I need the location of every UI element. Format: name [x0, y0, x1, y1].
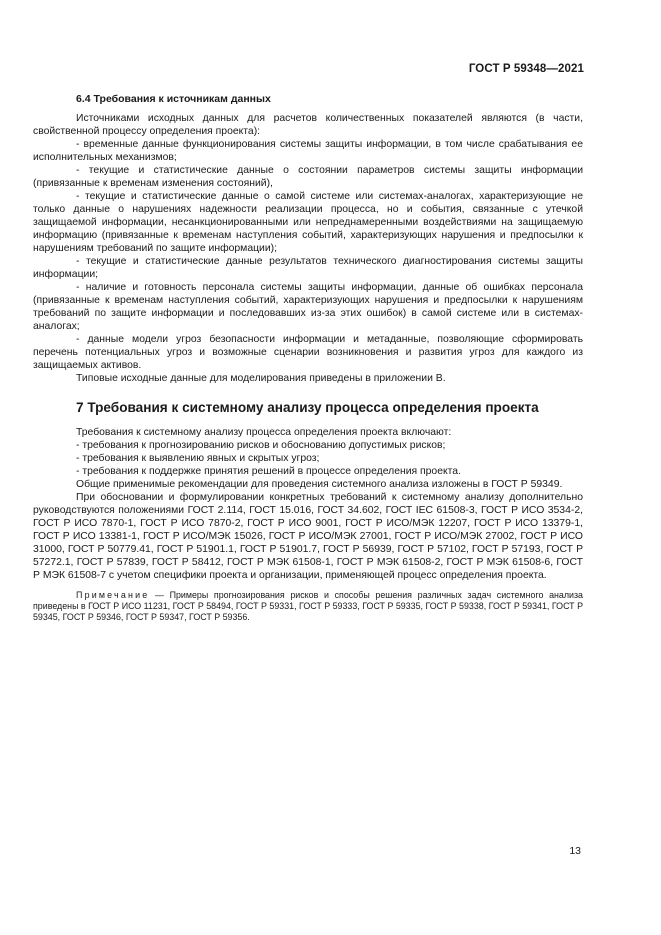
list-item: - требования к выявлению явных и скрытых угроз;	[76, 453, 320, 464]
note-text: — Примеры прогнозирования рисков и способы решения различных задач системного анализа приведены в ГОСТ Р ИСО 11231, ГОСТ Р 58494, ГОСТ Р 59331, ГОСТ Р 59333, ГОСТ Р 59335, ГОСТ Р 59338, ГОСТ Р 59341, ГОСТ Р 59345, ГОСТ Р 59346, ГОСТ Р 59347, ГОСТ Р 59356.	[33, 590, 583, 623]
paragraph: Типовые исходные данные для моделирования приведены в приложении В.	[76, 373, 446, 384]
note	[33, 590, 583, 624]
subsection-heading-6-4: 6.4 Требования к источникам данных	[76, 93, 271, 105]
document-header-id: ГОСТ Р 59348—2021	[468, 63, 584, 75]
paragraph: Требования к системному анализу процесса определения проекта включают:	[76, 427, 452, 438]
list-item: - текущие и статистические данные о самой системе или системах-аналогах, характеризующие не только данные о нарушениях надежности реализации процесса, но и события, связанные с утечкой защищаемой информации, несанкционированными или непреднамеренными воздействиями на защищаемую информацию (привязанные к временам наступления событий, характеризующих нарушения и предпосылки к нарушениям требований по защите информации);	[33, 191, 583, 254]
list-item: - текущие и статистические данные о состоянии параметров системы защиты информации (привязанные к временам изменения состояний),	[33, 165, 583, 189]
list-item: - наличие и готовность персонала системы защиты информации, данные об ошибках персонала (привязанные к временам наступления событий, характеризующих нарушения и предпосылки к нарушениям требований по защите информации и последовавших из-за этих ошибок) в самой системе или в системах-аналогах;	[33, 282, 583, 332]
paragraph: Источниками исходных данных для расчетов количественных показателей являются (в части, свойственной процессу определения проекта):	[33, 113, 583, 137]
list-item: - временные данные функционирования системы защиты информации, в том числе срабатывания ее исполнительных механизмов;	[33, 139, 583, 163]
list-item: - текущие и статистические данные результатов технического диагностирования системы защиты информации;	[33, 256, 583, 280]
list-item: - данные модели угроз безопасности информации и метаданные, позволяющие сформировать перечень потенциальных угроз и возможные сценарии возникновения и развития угроз для каждого из защищаемых активов.	[33, 334, 583, 371]
paragraph: При обосновании и формулировании конкретных требований к системному анализу дополнительно руководствуются положениями ГОСТ 2.114, ГОСТ 15.016, ГОСТ 34.602, ГОСТ IEC 61508-3, ГОСТ Р ИСО 3534-2, ГОСТ Р ИСО 7870-1, ГОСТ Р ИСО 7870-2, ГОСТ Р ИСО 9001, ГОСТ Р ИСО/МЭК 12207, ГОСТ Р ИСО 13379-1, ГОСТ Р ИСО 13381-1, ГОСТ Р ИСО/МЭК 15026, ГОСТ Р ИСО/МЭК 27001, ГОСТ Р ИСО/МЭК 27002, ГОСТ Р ИСО 31000, ГОСТ Р 50779.41, ГОСТ Р 51901.1, ГОСТ Р 51901.7, ГОСТ Р 56939, ГОСТ Р 57102, ГОСТ Р 57193, ГОСТ Р 57272.1, ГОСТ Р 57839, ГОСТ Р 58412, ГОСТ Р МЭК 61508-1, ГОСТ Р МЭК 61508-2, ГОСТ Р МЭК 61508-6, ГОСТ Р МЭК 61508-7 с учетом специфики проекта и организации, применяющей процесс определения проекта.	[33, 492, 583, 581]
note-label: Примечание	[76, 590, 150, 600]
paragraph: Общие применимые рекомендации для проведения системного анализа изложены в ГОСТ Р 59349.	[76, 479, 563, 490]
list-item: - требования к прогнозированию рисков и обоснованию допустимых рисков;	[76, 440, 446, 451]
section-heading-7: 7 Требования к системному анализу процесса определения проекта	[76, 400, 539, 415]
list-item: - требования к поддержке принятия решений в процессе определения проекта.	[76, 466, 461, 477]
page-number: 13	[569, 845, 581, 857]
page-content	[33, 92, 583, 624]
